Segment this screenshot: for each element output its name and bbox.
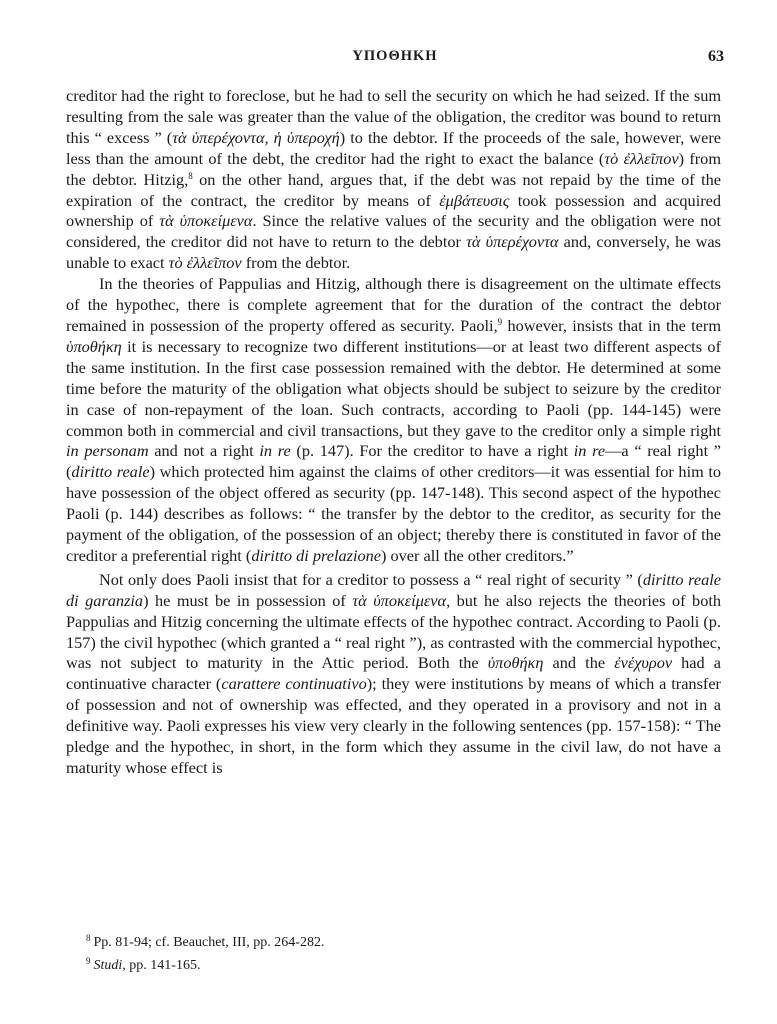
footnote-title: Studi xyxy=(93,958,123,973)
footnote-ref-8[interactable]: 8 xyxy=(188,170,193,181)
footnote-8 xyxy=(86,929,716,952)
greek-term: τὰ ὑπερέχοντα, ἡ ὑπεροχή xyxy=(172,127,340,147)
text-run: , but he also rejects the theories of both Pappulias and Hitzig concerning the ultimate effects of the hypothec contract. According to Paoli (p. 157) the civil hypothec (which granted a “ real right ”), as contrasted with the commercial hypothec, was not subject to maturity in the Attic period. Both the xyxy=(66,590,722,673)
greek-term: τὸ ἐλλεῖπον xyxy=(604,148,679,168)
text-run: . Since the relative values of the security and the obligation were not considered, the creditor did not have to return to the debtor xyxy=(66,211,722,252)
text-run: had a continuative character ( xyxy=(66,653,722,694)
text-run: and not a right xyxy=(148,441,260,461)
paragraph-1 xyxy=(66,86,721,274)
italian-term: diritto reale di garanzia xyxy=(66,569,721,610)
footnote-ref-9[interactable]: 9 xyxy=(497,316,503,327)
greek-term: ἐμβάτευσις xyxy=(439,190,510,210)
footnote-mark: 8 xyxy=(86,933,91,943)
greek-term: τὰ ὑποκείμενα xyxy=(352,590,447,610)
greek-term: ἐνέχυρον xyxy=(614,653,673,673)
text-run: (p. 147). For the creditor to have a right xyxy=(290,441,574,461)
text-run: however, insists that in the term xyxy=(502,315,721,335)
page-number: 63 xyxy=(708,48,724,65)
text-run: ) to the debtor. If the proceeds of the sale, however, were less than the amount of the debt, the creditor had the right to exact the balance ( xyxy=(66,127,721,168)
greek-term: τὸ ἐλλεῖπον xyxy=(168,253,242,273)
page-header xyxy=(66,48,724,72)
greek-term: τὰ ὑποκείμενα xyxy=(159,211,253,231)
italian-term: diritto reale xyxy=(71,462,150,482)
text-run: Not only does Paoli insist that for a creditor to possess a “ real right of security ” ( xyxy=(99,569,643,589)
text-run: In the theories of Pappulias and Hitzig, although there is disagreement on the ultimate effects of the hypothec, there is complete agreement that for the duration of the contract the debtor remained in possession of the property offered as security. Paoli, xyxy=(66,274,721,335)
running-title: ΥΠΟΘΗΚΗ xyxy=(352,48,438,64)
text-run: it is necessary to recognize two different institutions—or at least two different aspects of the same institution. In the first case possession remained with the debtor. He determined at some time before the maturity of the obligation what objects should be subject to seizure by the creditor in case of non-repayment of the loan. Such contracts, according to Paoli (pp. 144-145) were common both in commercial and civil transactions, but they gave to the creditor only a simple right xyxy=(66,336,721,440)
footnote-9 xyxy=(86,952,716,975)
text-run: took possession and acquired ownership of xyxy=(66,190,722,231)
footnote-mark: 9 xyxy=(86,956,91,966)
text-run: ) over all the other creditors.” xyxy=(380,545,574,565)
greek-term: τὰ ὑπερέχοντα xyxy=(466,232,559,252)
paragraph-2 xyxy=(66,274,721,567)
body-text xyxy=(66,86,721,779)
text-run: from the debtor. xyxy=(241,253,351,273)
text-run: and the xyxy=(543,653,615,673)
text-run: creditor had the right to foreclose, but he had to sell the security on which he had seized. If the sum resulting from the sale was greater than the value of the obligation, the creditor was bound to return this “ excess ” ( xyxy=(66,86,721,147)
text-run: ) which protected him against the claims of other creditors—it was essential for him to have possession of the object offered as security (pp. 147-148). This second aspect of the hypothec Paoli (p. 144) describes as follows: “ the transfer by the debtor to the creditor, as security for the payment of the obligation, of the possession of an object; thereby there is constituted in favor of the creditor a preferential right ( xyxy=(66,462,722,565)
text-run: ); they were institutions by means of which a transfer of possession and not of ownership was effected, and they operated in a provisory and not in a definitive way. Paoli expresses his view very clearly in the following sentences (pp. 157-158): “ The pledge and the hypothec, in short, in the form which they assume in the civil law, do not have a maturity whose effect is xyxy=(66,674,721,777)
latin-term: in re xyxy=(573,441,606,461)
paragraph-3 xyxy=(66,570,721,779)
latin-term: in personam xyxy=(66,441,149,461)
greek-term: ὑποθήκη xyxy=(487,653,544,673)
greek-term: ὑποθήκη xyxy=(66,336,122,356)
text-run: —a “ real right ” ( xyxy=(66,441,722,482)
text-run: on the other hand, argues that, if the debt was not repaid by the time of the expiration of the contract, the creditor by means of xyxy=(66,169,721,210)
footnote-text: , pp. 141-165. xyxy=(122,958,201,973)
footnote-text: Pp. 81-94; cf. Beauchet, III, pp. 264-282. xyxy=(93,935,325,950)
italian-term: diritto di prelazione xyxy=(251,545,381,565)
italian-term: carattere continuativo xyxy=(221,674,367,694)
footnotes xyxy=(86,929,716,975)
latin-term: in re xyxy=(259,441,291,461)
text-run: ) he must be in possession of xyxy=(143,590,353,610)
text-run: and, conversely, he was unable to exact xyxy=(66,232,721,273)
text-run: ) from the debtor. Hitzig, xyxy=(66,148,721,189)
